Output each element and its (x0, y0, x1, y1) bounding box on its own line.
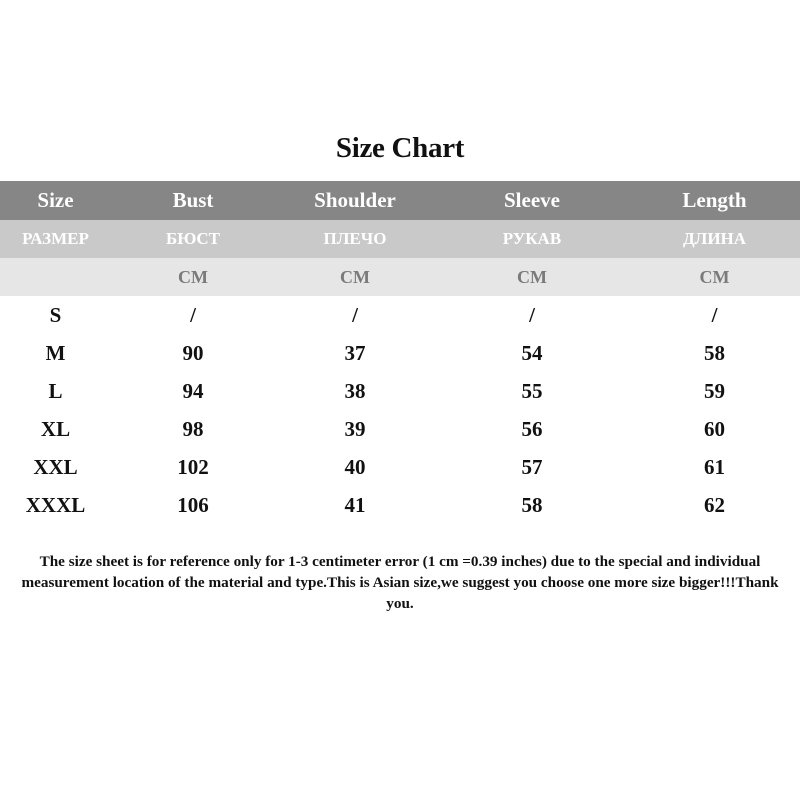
table-row (0, 410, 800, 448)
bust-cell: 106 (177, 492, 209, 517)
bust-cell: 90 (182, 340, 204, 365)
size-table (0, 181, 800, 524)
header-size: Size (37, 188, 74, 212)
size-cell: M (45, 340, 66, 365)
size-cell: L (48, 378, 63, 403)
length-cell: 61 (704, 454, 725, 479)
table-unit-row (0, 258, 800, 296)
size-cell: XXXL (25, 492, 86, 517)
size-cell: XXL (33, 454, 78, 479)
shoulder-cell: 38 (344, 378, 366, 403)
unit-shoulder: CM (340, 266, 370, 287)
unit-sleeve: CM (517, 266, 547, 287)
header-sleeve: Sleeve (504, 188, 560, 212)
shoulder-cell: 37 (344, 340, 366, 365)
bust-cell: 102 (177, 454, 209, 479)
table-row (0, 448, 800, 486)
table-header-russian-row (0, 220, 800, 258)
size-note: The size sheet is for reference only for 1-3 centimeter error (1 cm =0.39 inches) due to the special and individual measurement location of the material and type.This is Asian size,we suggest you choose one more size bigger!!!Thank you. (21, 553, 779, 612)
sleeve-cell: 58 (521, 492, 543, 517)
shoulder-cell: 41 (344, 492, 366, 517)
sleeve-cell: 57 (521, 454, 543, 479)
header-bust: Bust (172, 188, 214, 212)
header-ru-size: РАЗМЕР (22, 229, 89, 248)
size-cell: S (49, 302, 62, 327)
sleeve-cell: 55 (521, 378, 543, 403)
header-shoulder: Shoulder (314, 188, 396, 212)
size-cell: XL (40, 416, 71, 441)
sleeve-cell: 56 (521, 416, 543, 441)
table-row (0, 296, 800, 334)
header-length: Length (682, 188, 747, 212)
sleeve-cell: 54 (521, 340, 543, 365)
bust-cell: 94 (182, 378, 204, 403)
shoulder-cell: / (352, 302, 358, 327)
length-cell: 58 (704, 340, 725, 365)
unit-bust: CM (178, 266, 208, 287)
length-cell: 59 (704, 378, 725, 403)
table-header-row (0, 181, 800, 220)
sleeve-cell: / (529, 302, 535, 327)
bust-cell: / (190, 302, 196, 327)
table-row (0, 486, 800, 524)
header-ru-length: ДЛИНА (682, 229, 747, 248)
header-ru-bust: БЮСТ (166, 229, 220, 248)
table-row (0, 334, 800, 372)
length-cell: 62 (704, 492, 725, 517)
header-ru-shoulder: ПЛЕЧО (323, 229, 387, 248)
header-ru-sleeve: РУКАВ (502, 229, 562, 248)
shoulder-cell: 40 (344, 454, 366, 479)
shoulder-cell: 39 (344, 416, 366, 441)
bust-cell: 98 (182, 416, 204, 441)
length-cell: 60 (704, 416, 725, 441)
unit-length: CM (699, 266, 730, 287)
page-title: Size Chart (335, 132, 465, 164)
table-row (0, 372, 800, 410)
length-cell: / (711, 302, 718, 327)
